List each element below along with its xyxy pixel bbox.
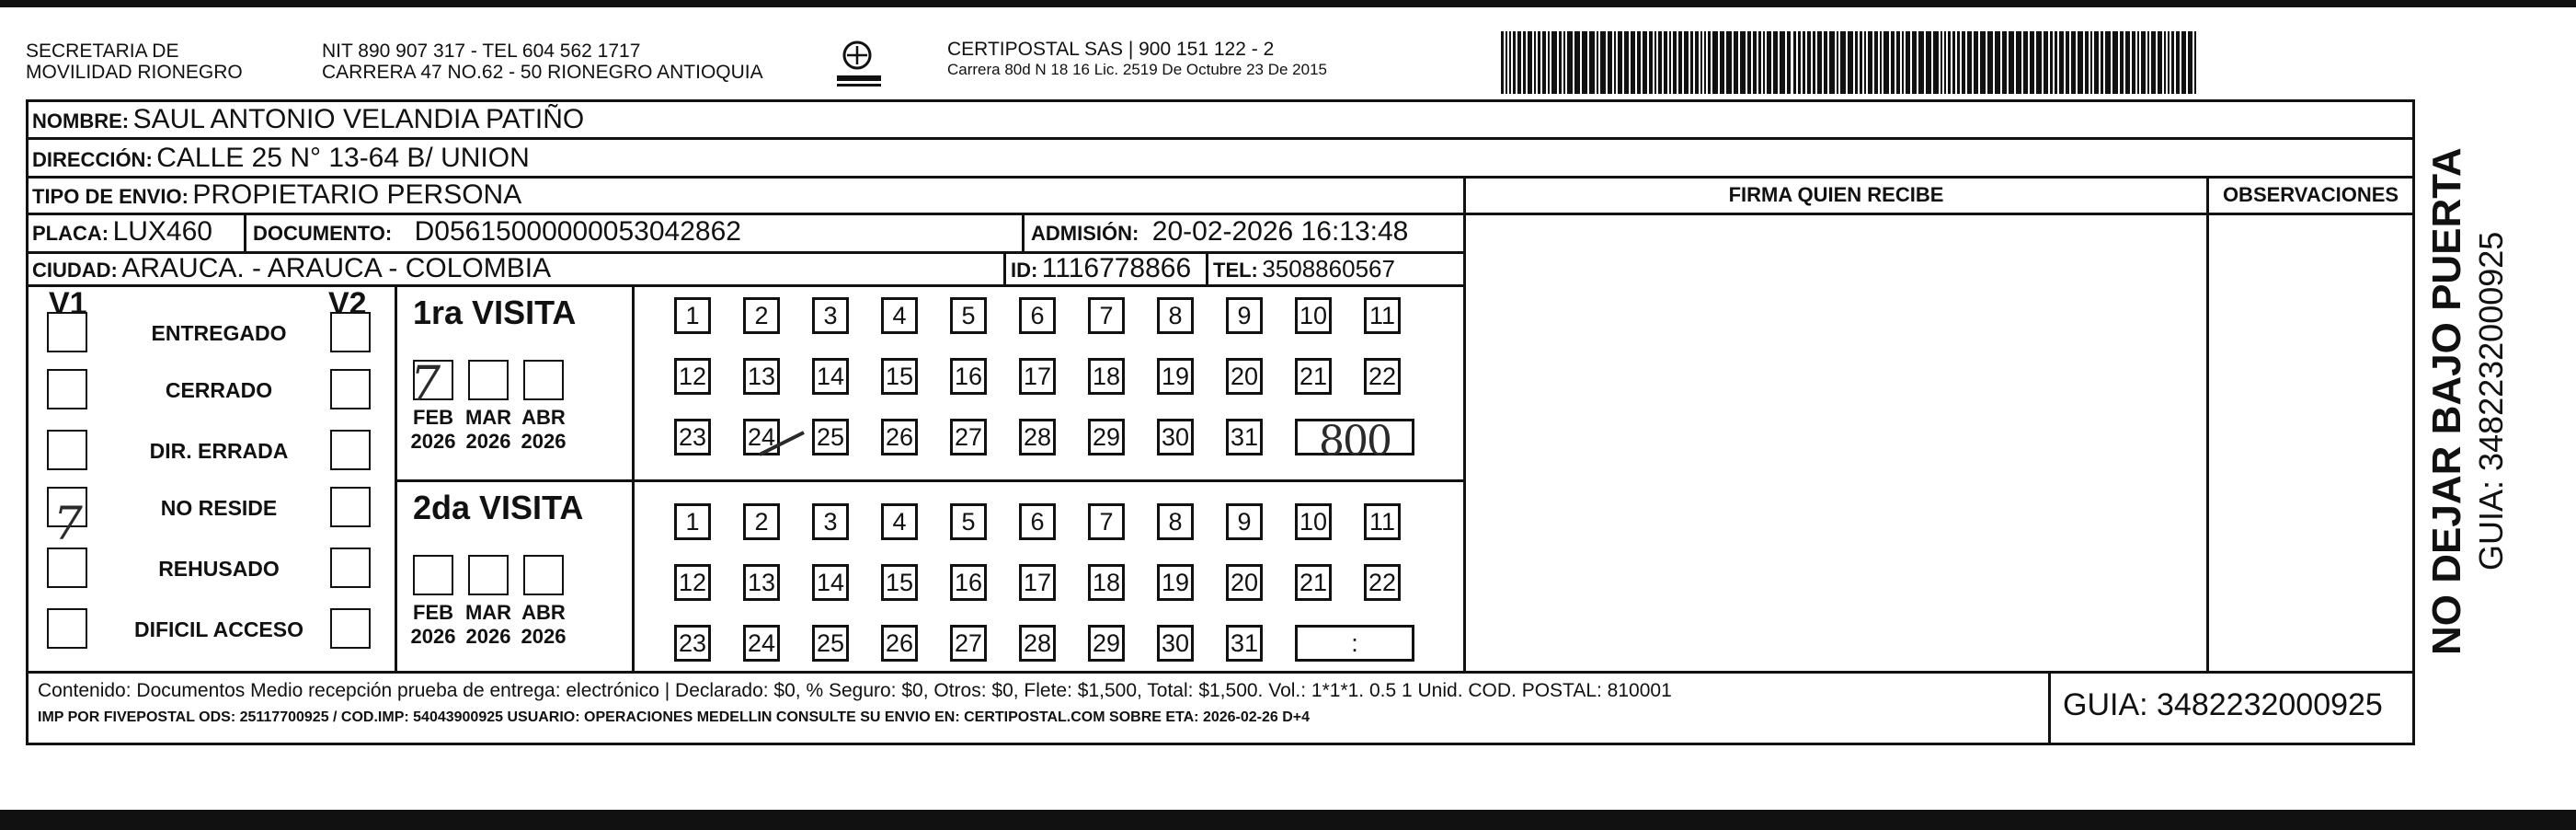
address-line: CARRERA 47 NO.62 - 50 RIONEGRO ANTIOQUIA bbox=[322, 62, 763, 83]
status-label: DIR. ERRADA bbox=[149, 439, 289, 463]
nombre-value: SAUL ANTONIO VELANDIA PATIÑO bbox=[132, 104, 585, 134]
nombre-row bbox=[32, 104, 584, 135]
tipo-value: PROPIETARIO PERSONA bbox=[192, 179, 522, 210]
first-visit-day-box[interactable]: 18 bbox=[1088, 358, 1125, 395]
month-year: 2026 bbox=[410, 625, 456, 648]
second-visit-day-box[interactable]: 25 bbox=[812, 625, 849, 662]
second-visit-day-box[interactable]: 24 bbox=[743, 625, 780, 662]
second-visit-day-box[interactable]: 1 bbox=[674, 503, 711, 540]
v2-checkbox[interactable] bbox=[330, 312, 371, 352]
second-visit-month-checkbox[interactable] bbox=[523, 555, 564, 595]
first-visit-day-box[interactable]: 22 bbox=[1364, 358, 1401, 395]
carrier-logo-icon bbox=[833, 39, 885, 90]
second-visit-month-checkbox[interactable] bbox=[468, 555, 509, 595]
v2-checkbox[interactable] bbox=[330, 369, 371, 409]
first-visit-day-box[interactable]: 5 bbox=[950, 297, 987, 334]
second-visit-day-box[interactable]: 18 bbox=[1088, 564, 1125, 601]
sender-contact bbox=[322, 40, 763, 83]
first-visit-day-box[interactable]: 12 bbox=[674, 358, 711, 395]
second-visit-day-box[interactable]: 21 bbox=[1295, 564, 1332, 601]
first-visit-title: 1ra VISITA bbox=[413, 294, 577, 331]
direccion-label: DIRECCIÓN: bbox=[32, 148, 153, 171]
v1-checkbox[interactable] bbox=[47, 369, 87, 409]
handwritten-month-mark: 7 bbox=[410, 357, 441, 412]
second-visit-day-box[interactable]: 28 bbox=[1019, 625, 1056, 662]
documento-label: DOCUMENTO: bbox=[253, 222, 393, 245]
license-line: Carrera 80d N 18 16 Lic. 2519 De Octubre 23 De 2015 bbox=[947, 61, 1327, 78]
observaciones-header: OBSERVACIONES bbox=[2222, 183, 2399, 206]
nit-line: NIT 890 907 317 - TEL 604 562 1717 bbox=[322, 40, 641, 62]
second-visit-day-box[interactable]: 6 bbox=[1019, 503, 1056, 540]
first-visit-day-box[interactable]: 6 bbox=[1019, 297, 1056, 334]
tel-cell bbox=[1213, 255, 1395, 283]
status-label: ENTREGADO bbox=[151, 321, 287, 345]
placa-label: PLACA: bbox=[32, 222, 109, 245]
footer-guia: GUIA: 3482232000925 bbox=[2063, 687, 2383, 722]
second-visit-day-box[interactable]: 4 bbox=[881, 503, 918, 540]
month-year: 2026 bbox=[410, 430, 456, 453]
id-label: ID: bbox=[1011, 259, 1038, 282]
second-visit-day-box[interactable]: 15 bbox=[881, 564, 918, 601]
second-visit-day-box[interactable]: 13 bbox=[743, 564, 780, 601]
first-visit-day-box[interactable]: 21 bbox=[1295, 358, 1332, 395]
month-name: ABR bbox=[521, 601, 566, 624]
month-name: FEB bbox=[413, 406, 453, 429]
v1-header: V1 bbox=[49, 286, 87, 321]
second-visit-time-box[interactable]: : bbox=[1295, 625, 1414, 662]
second-visit-day-box[interactable]: 9 bbox=[1226, 503, 1263, 540]
first-visit-day-box[interactable]: 16 bbox=[950, 358, 987, 395]
first-visit-month-label bbox=[461, 406, 516, 454]
ciudad-label: CIUDAD: bbox=[32, 259, 118, 282]
footer-contenido: Contenido: Documentos Medio recepción prueba de entrega: electrónico | Declarado: $0, % Seguro: $0, Otros: $0, Flete: $1,500, Total: $1,500. Vol.: 1*1*1. 0.5 1 Unid. COD. POSTAL: 810001 bbox=[38, 680, 1672, 701]
first-visit-month-checkbox[interactable] bbox=[523, 360, 564, 400]
admision-value: 20-02-2026 16:13:48 bbox=[1151, 216, 1409, 247]
tel-label: TEL: bbox=[1213, 259, 1258, 282]
v2-checkbox[interactable] bbox=[330, 487, 371, 527]
footer-imp: IMP POR FIVEPOSTAL ODS: 25117700925 / COD.IMP: 54043900925 USUARIO: OPERACIONES MEDELLIN CONSULTE SU ENVIO EN: CERTIPOSTAL.COM SOBRE ETA: 2026-02-26 D+4 bbox=[38, 709, 1311, 725]
v2-checkbox[interactable] bbox=[330, 608, 371, 649]
month-year: 2026 bbox=[521, 430, 567, 453]
first-visit-day-box[interactable]: 31 bbox=[1226, 419, 1263, 455]
direccion-value: CALLE 25 N° 13-64 B/ UNION bbox=[156, 143, 530, 173]
bottom-border bbox=[0, 810, 2576, 830]
form-box bbox=[26, 99, 2415, 745]
sender bbox=[26, 40, 243, 83]
first-visit-day-box[interactable]: 29 bbox=[1088, 419, 1125, 455]
second-visit-day-box[interactable]: 31 bbox=[1226, 625, 1263, 662]
second-visit-day-box[interactable]: 20 bbox=[1226, 564, 1263, 601]
month-name: ABR bbox=[521, 406, 566, 429]
first-visit-month-label bbox=[516, 406, 571, 454]
first-visit-month-checkbox[interactable] bbox=[468, 360, 509, 400]
second-visit-day-box[interactable]: 10 bbox=[1295, 503, 1332, 540]
first-visit-day-box[interactable]: 26 bbox=[881, 419, 918, 455]
placa-value: LUX460 bbox=[112, 216, 212, 247]
barcode-icon bbox=[1501, 31, 2200, 94]
v1-checkbox[interactable] bbox=[47, 430, 87, 470]
admision-cell bbox=[1031, 216, 1408, 248]
handwritten-time: 800 bbox=[1319, 418, 1391, 465]
second-visit-day-box[interactable]: 11 bbox=[1364, 503, 1401, 540]
status-label: REHUSADO bbox=[158, 557, 280, 581]
first-visit-day-box[interactable]: 11 bbox=[1364, 297, 1401, 334]
sender-line-1: SECRETARIA DE bbox=[26, 40, 179, 62]
month-year: 2026 bbox=[465, 625, 511, 648]
first-visit-day-box[interactable]: 13 bbox=[743, 358, 780, 395]
status-label: CERRADO bbox=[165, 378, 273, 402]
v1-checkbox[interactable] bbox=[47, 312, 87, 352]
id-cell bbox=[1011, 253, 1191, 284]
second-visit-day-box[interactable]: 23 bbox=[674, 625, 711, 662]
nombre-label: NOMBRE: bbox=[32, 110, 130, 133]
first-visit-day-box[interactable]: 3 bbox=[812, 297, 849, 334]
carrier-line: CERTIPOSTAL SAS | 900 151 122 - 2 bbox=[947, 39, 1275, 60]
first-visit-day-box[interactable]: 28 bbox=[1019, 419, 1056, 455]
second-visit-day-box[interactable]: 16 bbox=[950, 564, 987, 601]
first-visit-day-box[interactable]: 2 bbox=[743, 297, 780, 334]
carrier-info bbox=[947, 39, 1327, 80]
tel-value: 3508860567 bbox=[1262, 255, 1395, 282]
documento-cell bbox=[253, 216, 741, 248]
second-visit-day-box[interactable]: 22 bbox=[1364, 564, 1401, 601]
second-visit-title: 2da VISITA bbox=[413, 489, 584, 526]
first-visit-day-box[interactable]: 15 bbox=[881, 358, 918, 395]
first-visit-day-box[interactable]: 8 bbox=[1157, 297, 1194, 334]
admision-label: ADMISIÓN: bbox=[1031, 222, 1139, 245]
first-visit-day-box[interactable]: 19 bbox=[1157, 358, 1194, 395]
second-visit-day-box[interactable]: 14 bbox=[812, 564, 849, 601]
second-visit-day-box[interactable]: 19 bbox=[1157, 564, 1194, 601]
first-visit-day-box[interactable]: 14 bbox=[812, 358, 849, 395]
side-guia: GUIA: 3482232000925 bbox=[2472, 231, 2510, 571]
first-visit-day-box[interactable]: 25 bbox=[812, 419, 849, 455]
top-border bbox=[0, 0, 2576, 7]
month-name: FEB bbox=[413, 601, 453, 624]
placa-cell bbox=[32, 216, 212, 248]
second-visit-month-label bbox=[461, 601, 516, 649]
first-visit-month-label bbox=[406, 406, 461, 454]
day-strike-mark-icon bbox=[754, 425, 809, 462]
first-visit-day-box[interactable]: 7 bbox=[1088, 297, 1125, 334]
ciudad-cell bbox=[32, 253, 551, 284]
first-visit-day-box[interactable]: 1 bbox=[674, 297, 711, 334]
second-visit-month-label bbox=[406, 601, 461, 649]
second-visit-day-box[interactable]: 5 bbox=[950, 503, 987, 540]
month-name: MAR bbox=[464, 601, 512, 624]
sender-line-2: MOVILIDAD RIONEGRO bbox=[26, 62, 243, 83]
second-visit-day-box[interactable]: 3 bbox=[812, 503, 849, 540]
first-visit-day-box[interactable]: 24 bbox=[743, 419, 780, 455]
v2-checkbox[interactable] bbox=[330, 548, 371, 588]
first-visit-day-box[interactable]: 23 bbox=[674, 419, 711, 455]
second-visit-day-box[interactable]: 12 bbox=[674, 564, 711, 601]
second-visit-day-box[interactable]: 30 bbox=[1157, 625, 1194, 662]
month-name: MAR bbox=[464, 406, 512, 429]
second-visit-month-checkbox[interactable] bbox=[413, 555, 453, 595]
first-visit-day-box[interactable]: 4 bbox=[881, 297, 918, 334]
second-visit-month-label bbox=[516, 601, 571, 649]
first-visit-day-box[interactable]: 27 bbox=[950, 419, 987, 455]
second-visit-day-box[interactable]: 29 bbox=[1088, 625, 1125, 662]
first-visit-day-box[interactable]: 20 bbox=[1226, 358, 1263, 395]
direccion-row bbox=[32, 143, 530, 174]
ciudad-value: ARAUCA. - ARAUCA - COLOMBIA bbox=[121, 253, 552, 283]
second-visit-day-box[interactable]: 27 bbox=[950, 625, 987, 662]
month-year: 2026 bbox=[465, 430, 511, 453]
v1-checkbox[interactable] bbox=[47, 548, 87, 588]
handwritten-status-mark: 7 bbox=[53, 497, 83, 550]
documento-value: D05615000000053042862 bbox=[414, 216, 741, 247]
month-year: 2026 bbox=[521, 625, 567, 648]
tipo-row bbox=[32, 179, 521, 211]
first-visit-day-box[interactable]: 30 bbox=[1157, 419, 1194, 455]
v2-checkbox[interactable] bbox=[330, 430, 371, 470]
second-visit-day-box[interactable]: 8 bbox=[1157, 503, 1194, 540]
second-visit-day-box[interactable]: 7 bbox=[1088, 503, 1125, 540]
v2-header: V2 bbox=[328, 286, 367, 321]
id-value: 1116778866 bbox=[1041, 253, 1192, 283]
first-visit-day-box[interactable]: 9 bbox=[1226, 297, 1263, 334]
side-warning: NO DEJAR BAJO PUERTA bbox=[2424, 147, 2469, 655]
firma-header: FIRMA QUIEN RECIBE bbox=[1728, 183, 1944, 206]
second-visit-day-box[interactable]: 2 bbox=[743, 503, 780, 540]
status-label: NO RESIDE bbox=[160, 496, 278, 520]
v1-checkbox[interactable] bbox=[47, 608, 87, 649]
tipo-label: TIPO DE ENVIO: bbox=[32, 185, 189, 208]
first-visit-day-box[interactable]: 17 bbox=[1019, 358, 1056, 395]
first-visit-day-box[interactable]: 10 bbox=[1295, 297, 1332, 334]
second-visit-day-box[interactable]: 17 bbox=[1019, 564, 1056, 601]
status-label: DIFICIL ACCESO bbox=[133, 617, 303, 641]
second-visit-day-box[interactable]: 26 bbox=[881, 625, 918, 662]
